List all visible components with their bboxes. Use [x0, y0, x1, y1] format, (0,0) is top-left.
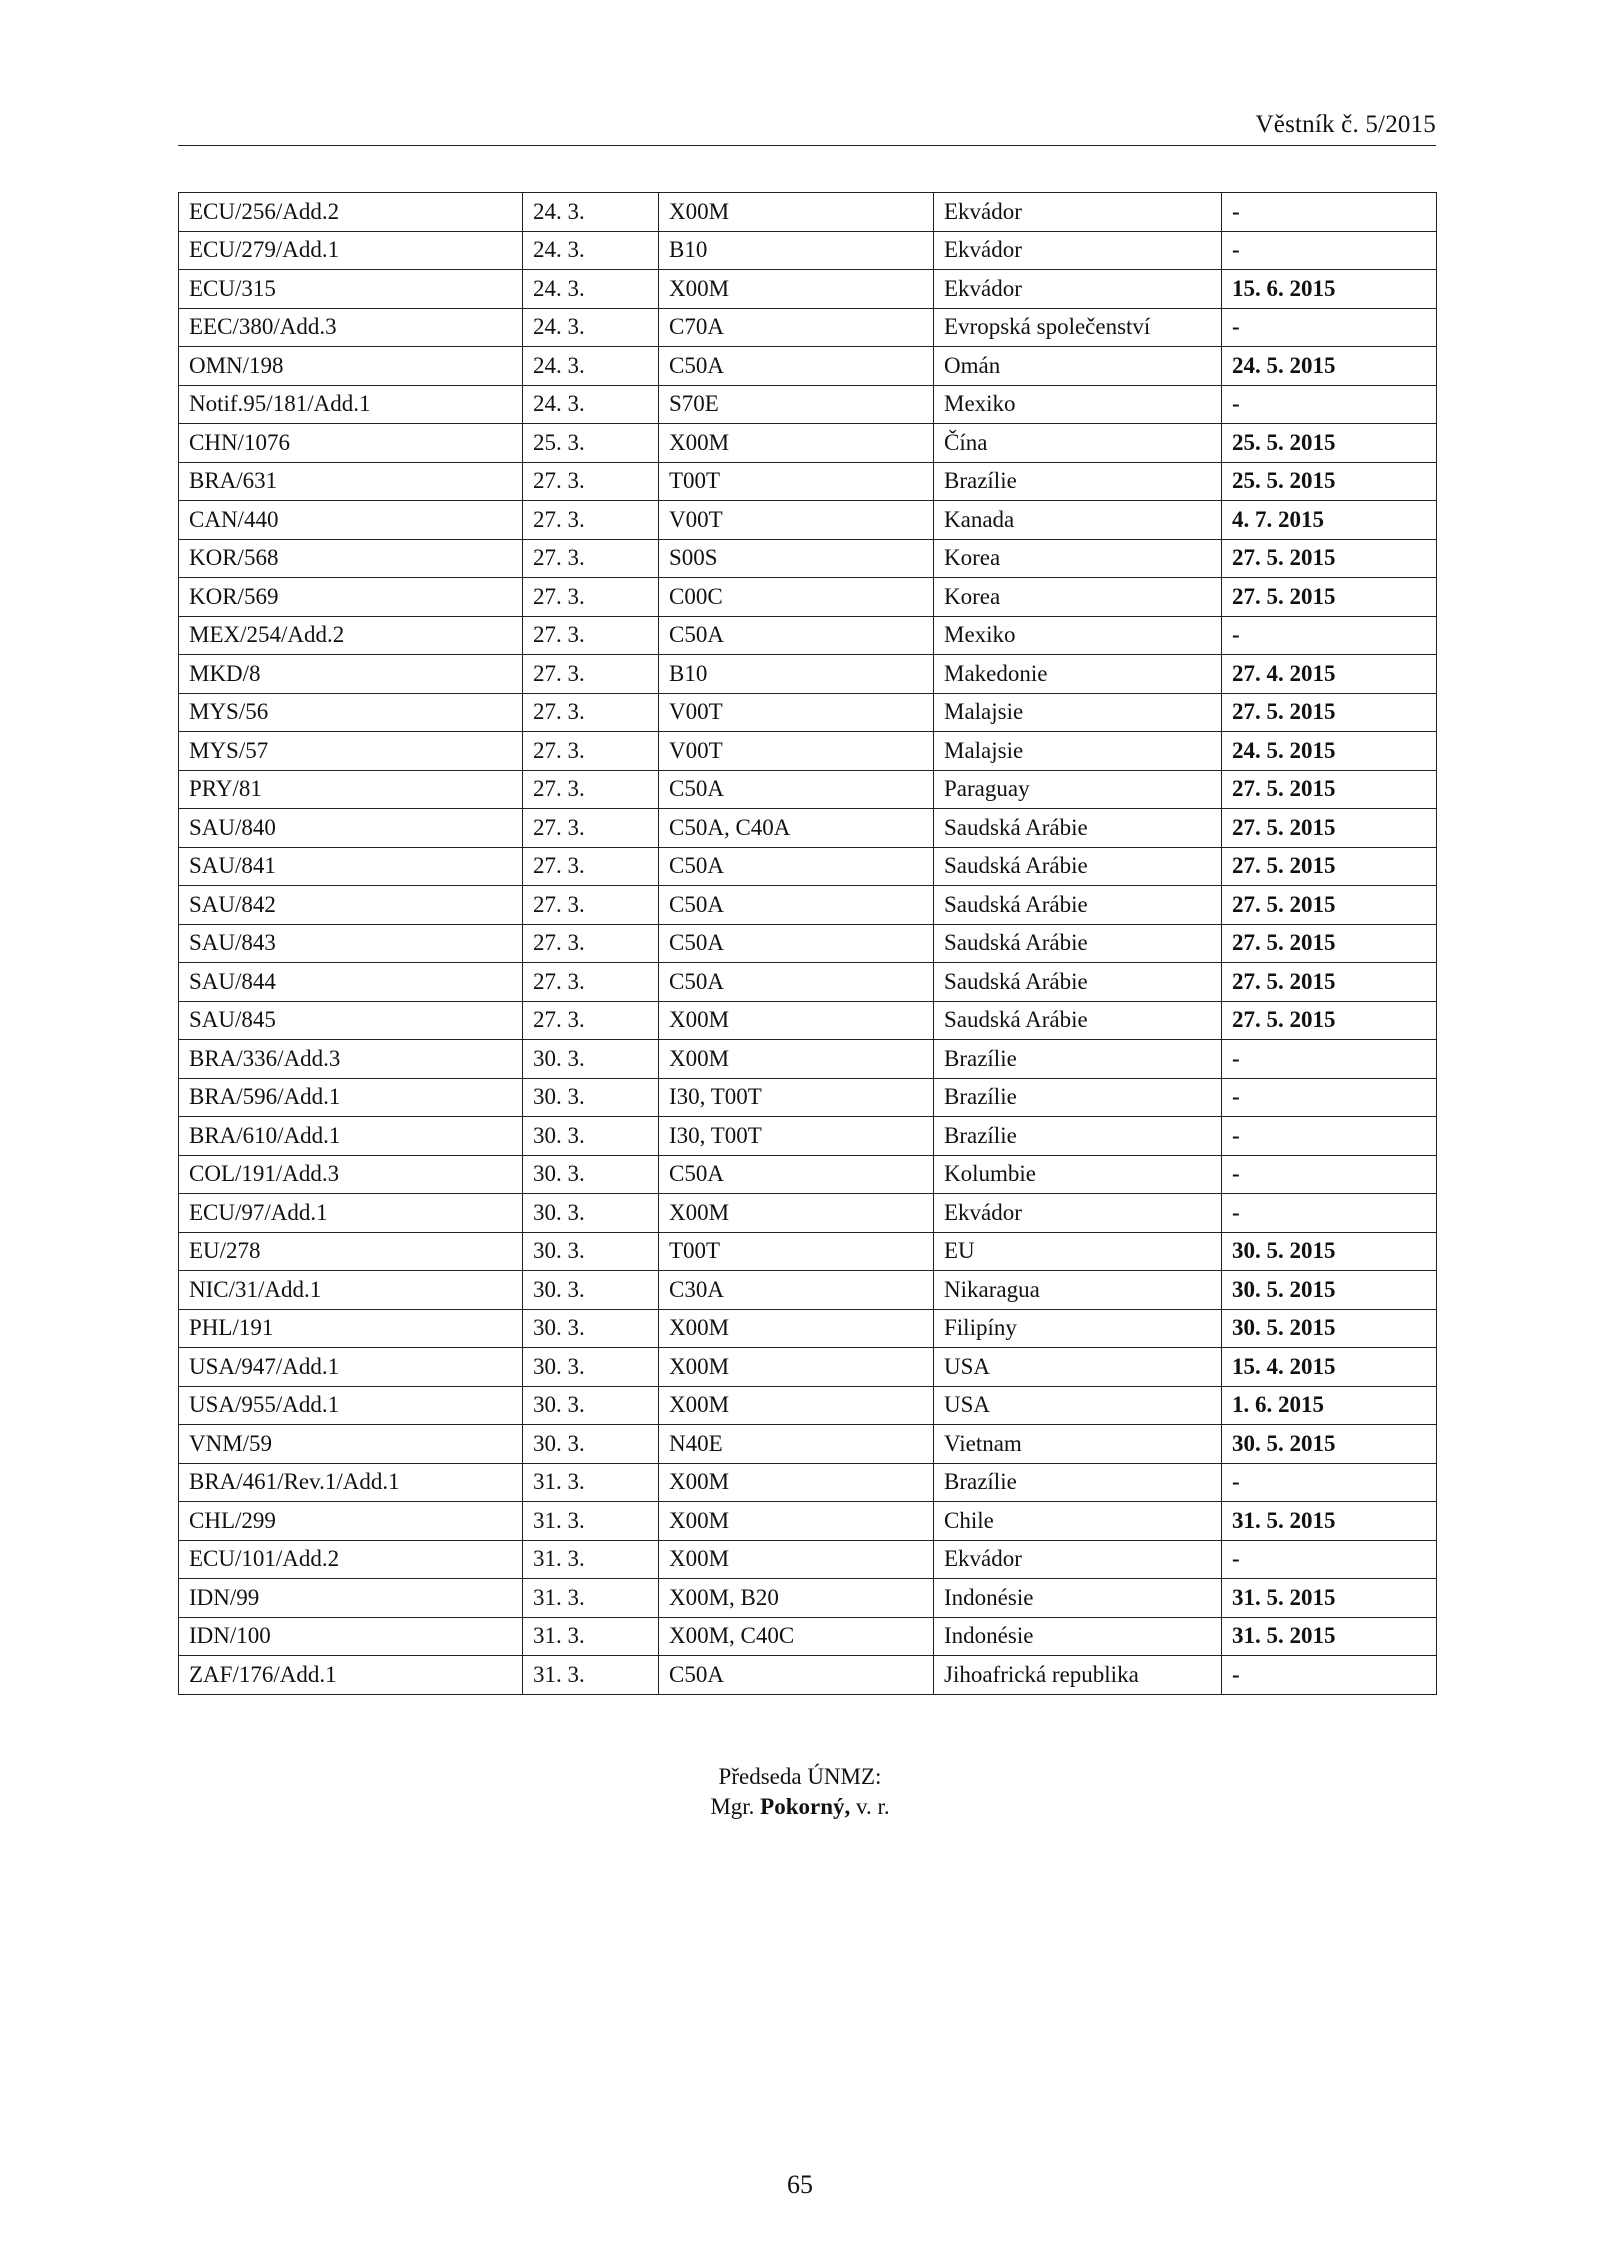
- ics-code-cell: V00T: [659, 732, 934, 771]
- country-cell: Makedonie: [934, 655, 1222, 694]
- document-symbol-cell: NIC/31/Add.1: [179, 1271, 523, 1310]
- country-cell: EU: [934, 1232, 1222, 1271]
- country-cell: Evropská společenství: [934, 308, 1222, 347]
- comment-deadline-cell: -: [1222, 385, 1437, 424]
- comment-deadline-cell: 30. 5. 2015: [1222, 1425, 1437, 1464]
- signature-role: Předseda ÚNMZ:: [718, 1764, 882, 1789]
- country-cell: Ekvádor: [934, 231, 1222, 270]
- comment-deadline-cell: 27. 5. 2015: [1222, 963, 1437, 1002]
- document-symbol-cell: SAU/844: [179, 963, 523, 1002]
- ics-code-cell: C50A: [659, 770, 934, 809]
- comment-deadline-cell: 27. 5. 2015: [1222, 770, 1437, 809]
- country-cell: Korea: [934, 539, 1222, 578]
- table-row: [179, 1194, 1437, 1233]
- notification-date-cell: 27. 3.: [523, 578, 659, 617]
- document-symbol-cell: KOR/568: [179, 539, 523, 578]
- comment-deadline-cell: 27. 5. 2015: [1222, 809, 1437, 848]
- document-symbol-cell: ZAF/176/Add.1: [179, 1656, 523, 1695]
- page-number: 65: [787, 2170, 813, 2199]
- notification-date-cell: 30. 3.: [523, 1309, 659, 1348]
- country-cell: Saudská Arábie: [934, 847, 1222, 886]
- table-row: [179, 1386, 1437, 1425]
- comment-deadline-cell: -: [1222, 616, 1437, 655]
- ics-code-cell: C50A: [659, 886, 934, 925]
- table-row: [179, 1078, 1437, 1117]
- comment-deadline-cell: 27. 5. 2015: [1222, 886, 1437, 925]
- ics-code-cell: C50A: [659, 616, 934, 655]
- signature-name: [0, 1792, 1600, 1822]
- table-row: [179, 809, 1437, 848]
- table-row: [179, 616, 1437, 655]
- table-row: [179, 462, 1437, 501]
- document-symbol-cell: BRA/461/Rev.1/Add.1: [179, 1463, 523, 1502]
- document-symbol-cell: MEX/254/Add.2: [179, 616, 523, 655]
- table-row: [179, 847, 1437, 886]
- comment-deadline-cell: -: [1222, 193, 1437, 232]
- country-cell: Ekvádor: [934, 270, 1222, 309]
- ics-code-cell: C70A: [659, 308, 934, 347]
- document-symbol-cell: ECU/279/Add.1: [179, 231, 523, 270]
- notification-date-cell: 27. 3.: [523, 462, 659, 501]
- document-symbol-cell: SAU/845: [179, 1001, 523, 1040]
- comment-deadline-cell: -: [1222, 1656, 1437, 1695]
- country-cell: Filipíny: [934, 1309, 1222, 1348]
- table-row: [179, 1463, 1437, 1502]
- document-symbol-cell: BRA/336/Add.3: [179, 1040, 523, 1079]
- comment-deadline-cell: 24. 5. 2015: [1222, 732, 1437, 771]
- comment-deadline-cell: -: [1222, 1194, 1437, 1233]
- comment-deadline-cell: 27. 5. 2015: [1222, 539, 1437, 578]
- ics-code-cell: X00M: [659, 193, 934, 232]
- country-cell: Mexiko: [934, 385, 1222, 424]
- table-row: [179, 1425, 1437, 1464]
- comment-deadline-cell: 4. 7. 2015: [1222, 501, 1437, 540]
- table-row: [179, 1579, 1437, 1618]
- country-cell: Nikaragua: [934, 1271, 1222, 1310]
- country-cell: Korea: [934, 578, 1222, 617]
- document-symbol-cell: MYS/56: [179, 693, 523, 732]
- comment-deadline-cell: 1. 6. 2015: [1222, 1386, 1437, 1425]
- comment-deadline-cell: 31. 5. 2015: [1222, 1502, 1437, 1541]
- document-symbol-cell: VNM/59: [179, 1425, 523, 1464]
- country-cell: Omán: [934, 347, 1222, 386]
- country-cell: Saudská Arábie: [934, 963, 1222, 1002]
- notification-date-cell: 30. 3.: [523, 1348, 659, 1387]
- table-row: [179, 732, 1437, 771]
- document-symbol-cell: ECU/101/Add.2: [179, 1540, 523, 1579]
- ics-code-cell: I30, T00T: [659, 1117, 934, 1156]
- notification-date-cell: 24. 3.: [523, 231, 659, 270]
- ics-code-cell: C50A: [659, 963, 934, 1002]
- comment-deadline-cell: 30. 5. 2015: [1222, 1309, 1437, 1348]
- comment-deadline-cell: 27. 5. 2015: [1222, 1001, 1437, 1040]
- table-row: [179, 1502, 1437, 1541]
- comment-deadline-cell: 25. 5. 2015: [1222, 424, 1437, 463]
- ics-code-cell: X00M: [659, 1194, 934, 1233]
- comment-deadline-cell: 24. 5. 2015: [1222, 347, 1437, 386]
- notification-date-cell: 27. 3.: [523, 655, 659, 694]
- document-symbol-cell: PRY/81: [179, 770, 523, 809]
- notification-date-cell: 31. 3.: [523, 1540, 659, 1579]
- country-cell: Čína: [934, 424, 1222, 463]
- country-cell: Saudská Arábie: [934, 924, 1222, 963]
- table-row: [179, 693, 1437, 732]
- document-symbol-cell: MYS/57: [179, 732, 523, 771]
- document-symbol-cell: KOR/569: [179, 578, 523, 617]
- table-row: [179, 963, 1437, 1002]
- document-symbol-cell: OMN/198: [179, 347, 523, 386]
- table-row: [179, 539, 1437, 578]
- comment-deadline-cell: 31. 5. 2015: [1222, 1617, 1437, 1656]
- comment-deadline-cell: -: [1222, 1155, 1437, 1194]
- ics-code-cell: T00T: [659, 462, 934, 501]
- country-cell: Saudská Arábie: [934, 886, 1222, 925]
- notifications-table-body: [179, 193, 1437, 1695]
- document-symbol-cell: IDN/99: [179, 1579, 523, 1618]
- country-cell: Saudská Arábie: [934, 809, 1222, 848]
- notification-date-cell: 27. 3.: [523, 924, 659, 963]
- ics-code-cell: T00T: [659, 1232, 934, 1271]
- ics-code-cell: I30, T00T: [659, 1078, 934, 1117]
- table-row: [179, 1155, 1437, 1194]
- table-row: [179, 270, 1437, 309]
- ics-code-cell: S00S: [659, 539, 934, 578]
- notification-date-cell: 30. 3.: [523, 1425, 659, 1464]
- ics-code-cell: X00M: [659, 1001, 934, 1040]
- document-symbol-cell: BRA/631: [179, 462, 523, 501]
- country-cell: Ekvádor: [934, 193, 1222, 232]
- signature-suffix: v. r.: [856, 1794, 890, 1819]
- document-symbol-cell: ECU/97/Add.1: [179, 1194, 523, 1233]
- table-row: [179, 770, 1437, 809]
- table-row: [179, 655, 1437, 694]
- notification-date-cell: 31. 3.: [523, 1617, 659, 1656]
- document-symbol-cell: SAU/842: [179, 886, 523, 925]
- comment-deadline-cell: 25. 5. 2015: [1222, 462, 1437, 501]
- document-symbol-cell: USA/955/Add.1: [179, 1386, 523, 1425]
- notification-date-cell: 25. 3.: [523, 424, 659, 463]
- comment-deadline-cell: 31. 5. 2015: [1222, 1579, 1437, 1618]
- notification-date-cell: 30. 3.: [523, 1155, 659, 1194]
- ics-code-cell: C50A: [659, 924, 934, 963]
- table-row: [179, 1001, 1437, 1040]
- country-cell: Vietnam: [934, 1425, 1222, 1464]
- notification-date-cell: 30. 3.: [523, 1078, 659, 1117]
- country-cell: Ekvádor: [934, 1540, 1222, 1579]
- table-row: [179, 308, 1437, 347]
- comment-deadline-cell: -: [1222, 1040, 1437, 1079]
- notification-date-cell: 27. 3.: [523, 732, 659, 771]
- signature-title: Mgr.: [710, 1794, 755, 1819]
- ics-code-cell: C50A: [659, 1656, 934, 1695]
- document-symbol-cell: SAU/843: [179, 924, 523, 963]
- notification-date-cell: 24. 3.: [523, 270, 659, 309]
- table-row: [179, 1656, 1437, 1695]
- notification-date-cell: 31. 3.: [523, 1656, 659, 1695]
- notification-date-cell: 27. 3.: [523, 847, 659, 886]
- table-row: [179, 924, 1437, 963]
- comment-deadline-cell: 27. 4. 2015: [1222, 655, 1437, 694]
- ics-code-cell: C50A, C40A: [659, 809, 934, 848]
- ics-code-cell: N40E: [659, 1425, 934, 1464]
- document-symbol-cell: CAN/440: [179, 501, 523, 540]
- ics-code-cell: V00T: [659, 501, 934, 540]
- country-cell: Chile: [934, 1502, 1222, 1541]
- notification-date-cell: 24. 3.: [523, 308, 659, 347]
- notification-date-cell: 27. 3.: [523, 616, 659, 655]
- document-symbol-cell: SAU/840: [179, 809, 523, 848]
- table-row: [179, 1617, 1437, 1656]
- ics-code-cell: X00M: [659, 424, 934, 463]
- notification-date-cell: 30. 3.: [523, 1194, 659, 1233]
- ics-code-cell: S70E: [659, 385, 934, 424]
- ics-code-cell: X00M: [659, 1348, 934, 1387]
- document-symbol-cell: IDN/100: [179, 1617, 523, 1656]
- country-cell: Paraguay: [934, 770, 1222, 809]
- ics-code-cell: C00C: [659, 578, 934, 617]
- table-row: [179, 1117, 1437, 1156]
- document-symbol-cell: ECU/256/Add.2: [179, 193, 523, 232]
- ics-code-cell: X00M: [659, 1040, 934, 1079]
- country-cell: Saudská Arábie: [934, 1001, 1222, 1040]
- notification-date-cell: 31. 3.: [523, 1463, 659, 1502]
- notification-date-cell: 27. 3.: [523, 809, 659, 848]
- country-cell: Kolumbie: [934, 1155, 1222, 1194]
- notification-date-cell: 27. 3.: [523, 539, 659, 578]
- notification-date-cell: 30. 3.: [523, 1232, 659, 1271]
- notification-date-cell: 30. 3.: [523, 1386, 659, 1425]
- document-symbol-cell: BRA/596/Add.1: [179, 1078, 523, 1117]
- ics-code-cell: X00M, C40C: [659, 1617, 934, 1656]
- country-cell: Ekvádor: [934, 1194, 1222, 1233]
- notification-date-cell: 30. 3.: [523, 1117, 659, 1156]
- comment-deadline-cell: 27. 5. 2015: [1222, 847, 1437, 886]
- country-cell: Brazílie: [934, 462, 1222, 501]
- country-cell: Mexiko: [934, 616, 1222, 655]
- country-cell: Brazílie: [934, 1463, 1222, 1502]
- table-row: [179, 886, 1437, 925]
- comment-deadline-cell: -: [1222, 308, 1437, 347]
- ics-code-cell: X00M, B20: [659, 1579, 934, 1618]
- notification-date-cell: 24. 3.: [523, 193, 659, 232]
- notification-date-cell: 27. 3.: [523, 770, 659, 809]
- notification-date-cell: 27. 3.: [523, 963, 659, 1002]
- document-symbol-cell: ECU/315: [179, 270, 523, 309]
- table-row: [179, 347, 1437, 386]
- ics-code-cell: X00M: [659, 1309, 934, 1348]
- ics-code-cell: B10: [659, 231, 934, 270]
- country-cell: USA: [934, 1386, 1222, 1425]
- ics-code-cell: V00T: [659, 693, 934, 732]
- notifications-table: [178, 192, 1437, 1695]
- country-cell: Kanada: [934, 501, 1222, 540]
- ics-code-cell: C50A: [659, 1155, 934, 1194]
- notification-date-cell: 24. 3.: [523, 385, 659, 424]
- table-row: [179, 385, 1437, 424]
- document-symbol-cell: CHL/299: [179, 1502, 523, 1541]
- country-cell: Indonésie: [934, 1617, 1222, 1656]
- notification-date-cell: 30. 3.: [523, 1271, 659, 1310]
- table-row: [179, 231, 1437, 270]
- document-symbol-cell: COL/191/Add.3: [179, 1155, 523, 1194]
- comment-deadline-cell: 27. 5. 2015: [1222, 693, 1437, 732]
- table-row: [179, 578, 1437, 617]
- ics-code-cell: C30A: [659, 1271, 934, 1310]
- notification-date-cell: 27. 3.: [523, 501, 659, 540]
- table-row: [179, 1309, 1437, 1348]
- ics-code-cell: X00M: [659, 1386, 934, 1425]
- country-cell: Malajsie: [934, 693, 1222, 732]
- notification-date-cell: 31. 3.: [523, 1502, 659, 1541]
- document-symbol-cell: SAU/841: [179, 847, 523, 886]
- document-symbol-cell: PHL/191: [179, 1309, 523, 1348]
- table-row: [179, 501, 1437, 540]
- country-cell: USA: [934, 1348, 1222, 1387]
- document-symbol-cell: USA/947/Add.1: [179, 1348, 523, 1387]
- table-row: [179, 1540, 1437, 1579]
- table-row: [179, 1271, 1437, 1310]
- comment-deadline-cell: 27. 5. 2015: [1222, 578, 1437, 617]
- ics-code-cell: X00M: [659, 1463, 934, 1502]
- comment-deadline-cell: 30. 5. 2015: [1222, 1232, 1437, 1271]
- comment-deadline-cell: 30. 5. 2015: [1222, 1271, 1437, 1310]
- document-symbol-cell: CHN/1076: [179, 424, 523, 463]
- bulletin-issue-header: Věstník č. 5/2015: [1255, 111, 1436, 138]
- country-cell: Brazílie: [934, 1117, 1222, 1156]
- comment-deadline-cell: 15. 6. 2015: [1222, 270, 1437, 309]
- header-divider: [178, 145, 1436, 146]
- notification-date-cell: 27. 3.: [523, 693, 659, 732]
- country-cell: Indonésie: [934, 1579, 1222, 1618]
- document-symbol-cell: EU/278: [179, 1232, 523, 1271]
- signature-block: [0, 1762, 1600, 1822]
- country-cell: Malajsie: [934, 732, 1222, 771]
- document-symbol-cell: MKD/8: [179, 655, 523, 694]
- ics-code-cell: X00M: [659, 1540, 934, 1579]
- ics-code-cell: X00M: [659, 270, 934, 309]
- country-cell: Brazílie: [934, 1040, 1222, 1079]
- table-row: [179, 1348, 1437, 1387]
- signature-surname: Pokorný,: [760, 1794, 851, 1819]
- document-symbol-cell: BRA/610/Add.1: [179, 1117, 523, 1156]
- country-cell: Brazílie: [934, 1078, 1222, 1117]
- comment-deadline-cell: -: [1222, 1078, 1437, 1117]
- comment-deadline-cell: -: [1222, 1463, 1437, 1502]
- ics-code-cell: B10: [659, 655, 934, 694]
- notification-date-cell: 30. 3.: [523, 1040, 659, 1079]
- comment-deadline-cell: -: [1222, 1117, 1437, 1156]
- table-row: [179, 1040, 1437, 1079]
- notification-date-cell: 27. 3.: [523, 1001, 659, 1040]
- ics-code-cell: C50A: [659, 347, 934, 386]
- notification-date-cell: 31. 3.: [523, 1579, 659, 1618]
- comment-deadline-cell: -: [1222, 231, 1437, 270]
- ics-code-cell: C50A: [659, 847, 934, 886]
- notification-date-cell: 27. 3.: [523, 886, 659, 925]
- ics-code-cell: X00M: [659, 1502, 934, 1541]
- comment-deadline-cell: 27. 5. 2015: [1222, 924, 1437, 963]
- table-row: [179, 1232, 1437, 1271]
- notification-date-cell: 24. 3.: [523, 347, 659, 386]
- country-cell: Jihoafrická republika: [934, 1656, 1222, 1695]
- document-symbol-cell: Notif.95/181/Add.1: [179, 385, 523, 424]
- comment-deadline-cell: -: [1222, 1540, 1437, 1579]
- table-row: [179, 193, 1437, 232]
- document-symbol-cell: EEC/380/Add.3: [179, 308, 523, 347]
- comment-deadline-cell: 15. 4. 2015: [1222, 1348, 1437, 1387]
- table-row: [179, 424, 1437, 463]
